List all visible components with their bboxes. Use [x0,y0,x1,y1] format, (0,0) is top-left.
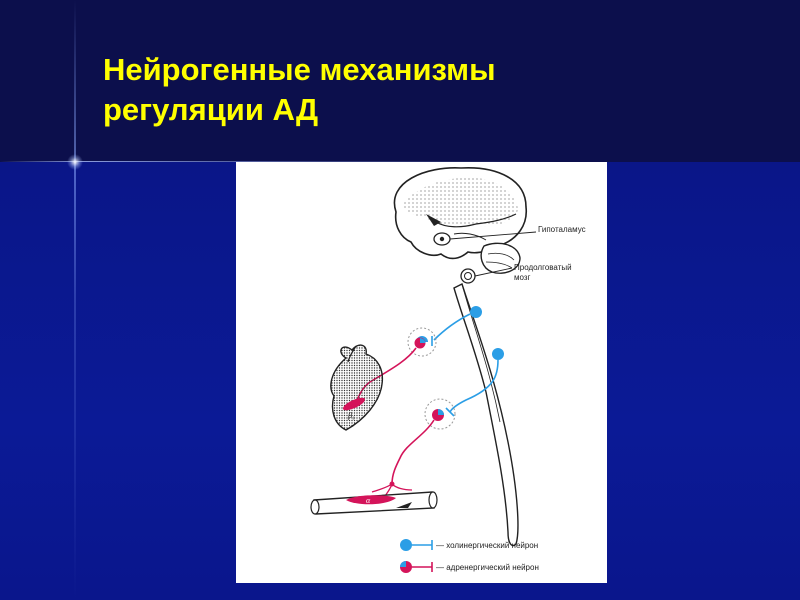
alpha-receptor-label: α [366,496,371,505]
slide-title [103,50,496,130]
decorative-vertical-line [74,0,76,600]
brain-icon [394,168,526,283]
spinal-cord [454,284,518,546]
diagram-figure [236,162,607,583]
decorative-star-icon [67,154,83,170]
legend-label-cholinergic: — холинергический нейрон [436,541,539,550]
legend-item-adrenergic [400,561,539,573]
beta1-receptor-label: β₁ [348,411,355,420]
adrenergic-fiber-vessel [392,420,434,484]
ganglion-lower [425,399,455,429]
legend [400,539,539,573]
hypothalamus-label: Гипоталамус [538,225,586,234]
medulla-label-line-2: мозг [514,273,531,282]
slide-title-line-1: Нейрогенные механизмы [103,52,496,87]
neurogenic-regulation-diagram [236,162,607,583]
legend-item-cholinergic [400,539,538,551]
legend-label-adrenergic: — адренергический нейрон [436,563,539,572]
medulla-marker [461,269,475,283]
blood-vessel-icon [311,492,437,514]
slide-title-line-2: регуляции АД [103,92,319,127]
medulla-label-line-1: Продолговатый [514,263,572,272]
heart-icon [331,345,382,430]
